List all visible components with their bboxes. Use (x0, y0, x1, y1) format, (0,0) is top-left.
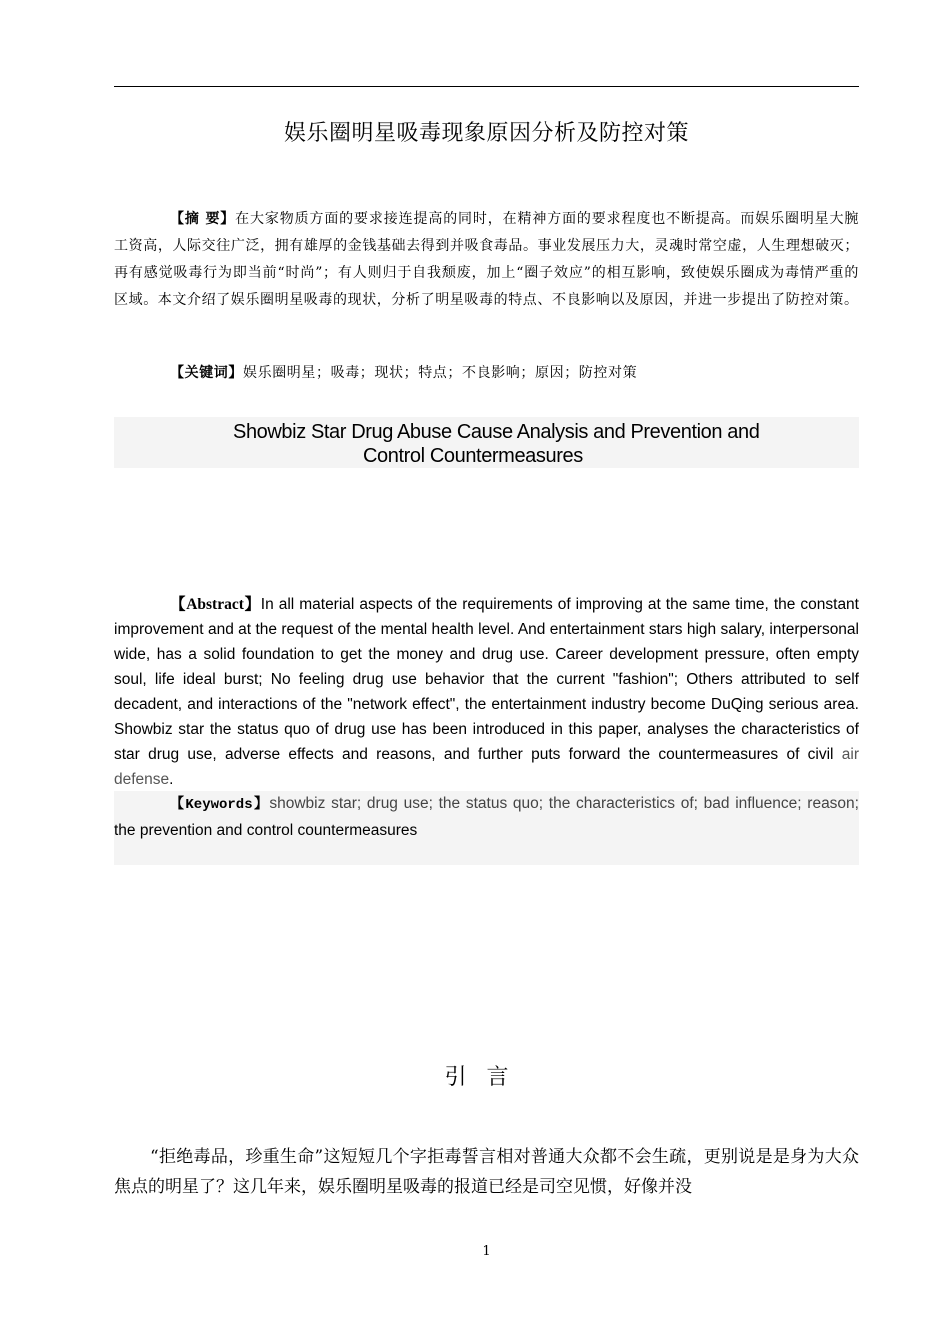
english-title-line-2: Control Countermeasures (363, 445, 583, 467)
english-title-line-1: Showbiz Star Drug Abuse Cause Analysis and Prevention and (233, 421, 760, 443)
english-keywords-label: 【Keywords】 (170, 797, 270, 813)
english-title (114, 420, 859, 468)
introduction-paragraph: “拒绝毒品，珍重生命”这短短几个字拒毒誓言相对普通大众都不会生疏，更别说是是身为大众焦点的明星了？这几年来，娱乐圈明星吸毒的报道已经是司空见惯，好像并没 (114, 1147, 859, 1197)
chinese-keywords (170, 362, 637, 382)
english-abstract-label: 【Abstract】 (170, 596, 261, 613)
chinese-title: 娱乐圈明星吸毒现象原因分析及防控对策 (283, 121, 689, 146)
english-abstract (114, 592, 859, 792)
english-abstract-tail: air defense (114, 746, 859, 788)
english-abstract-end: . (169, 771, 174, 788)
header-rule (114, 86, 859, 87)
chinese-abstract-label: 【摘 要】 (170, 211, 236, 227)
english-keywords-text: showbiz star; drug use; the status quo; the characteristics of; bad influence; reason; (269, 795, 859, 812)
english-abstract-text: In all material aspects of the requirements of improving at the same time, the constant improvement and at the request of the mental health level. And entertainment stars high salary, interpersonal wide, has a solid foundation to get the money and drug use. Career development pressure, often empty soul, life ideal burst; No feeling drug use behavior that the current "fashion"; Others attributed to self decadent, and interactions of the "network effect", the entertainment industry become DuQing serious area. Showbiz star the status quo of drug use has been introduced in this paper, analyses the characteristics of star drug use, adverse effects and reasons, and further puts forward the countermeasures of civil (114, 596, 859, 763)
chinese-abstract-text: 在大家物质方面的要求接连提高的同时，在精神方面的要求程度也不断提高。而娱乐圈明星大腕工资高，人际交往广泛，拥有雄厚的金钱基础去得到并吸食毒品。事业发展压力大，灵魂时常空虚，人生理想破灭；再有感觉吸毒行为即当前“时尚”；有人则归于自我颓废，加上“圈子效应”的相互影响，致使娱乐圈成为毒情严重的区域。本文介绍了娱乐圈明星吸毒的现状，分析了明星吸毒的特点、不良影响以及原因，并进一步提出了防控对策。 (114, 211, 859, 308)
chinese-keywords-text: 娱乐圈明星；吸毒；现状；特点；不良影响；原因；防控对策 (243, 365, 638, 381)
introduction-heading: 引言 (444, 1065, 529, 1090)
introduction-body (114, 1142, 859, 1202)
page-number: 1 (482, 1244, 491, 1259)
english-keywords-tail: the prevention and control countermeasures (114, 822, 418, 839)
english-keywords (114, 791, 859, 843)
chinese-abstract (114, 206, 859, 314)
chinese-keywords-label: 【关键词】 (170, 365, 243, 381)
